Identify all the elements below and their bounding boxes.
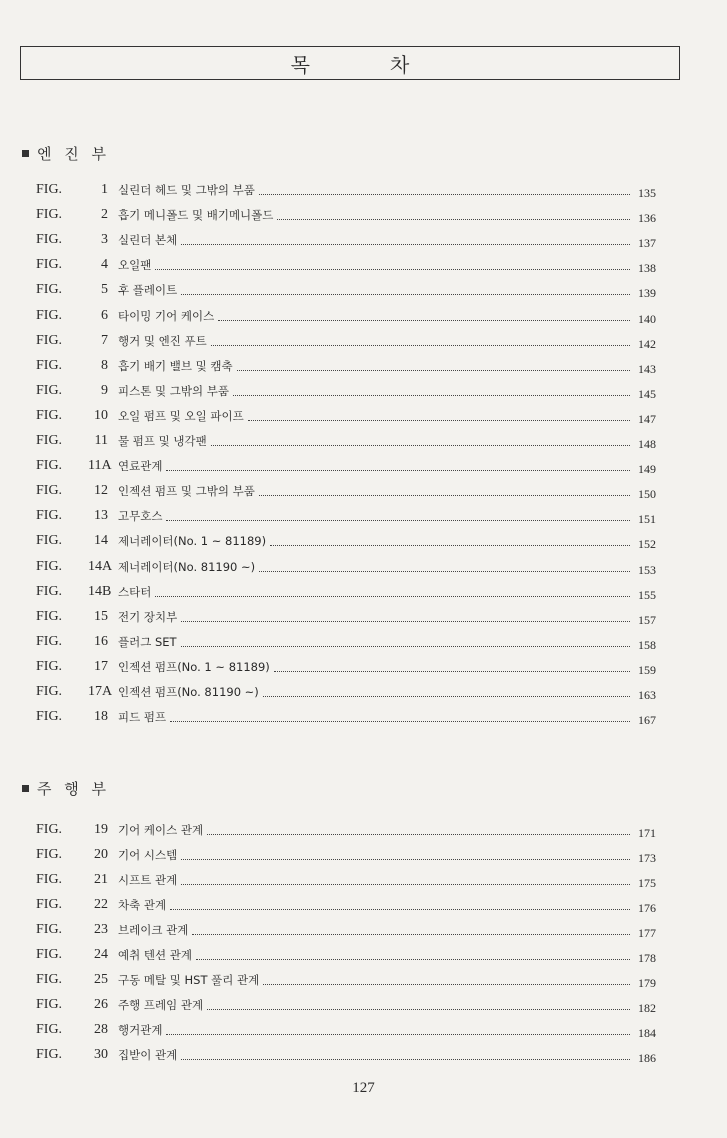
- entry-title: 인젝션 펌프(No. 1 ~ 81189): [118, 659, 270, 674]
- toc-entry: [36, 329, 656, 349]
- entry-page-number: 148: [638, 437, 656, 451]
- figure-prefix: FIG.: [36, 684, 63, 699]
- toc-entry: [36, 993, 656, 1013]
- figure-prefix: FIG.: [36, 1047, 63, 1062]
- toc-entry: [36, 228, 656, 251]
- toc-entry: [36, 868, 656, 888]
- toc-entry: [36, 454, 656, 477]
- entry-page-number: 157: [638, 612, 656, 627]
- figure-number: 17: [94, 658, 108, 674]
- toc-entry: [36, 1043, 656, 1063]
- entry-title: 타이밍 기어 케이스: [118, 308, 215, 323]
- dot-leader: [155, 596, 630, 597]
- entry-title: 실린더 본체: [118, 233, 178, 248]
- dot-leader: [166, 520, 630, 521]
- entry-title: 기어 시스템: [118, 848, 178, 862]
- figure-number: 11: [94, 433, 108, 448]
- figure-number: 20: [94, 847, 108, 862]
- figure-number: 5: [101, 282, 108, 298]
- figure-number: 8: [101, 357, 108, 373]
- entry-page-number: 150: [638, 487, 656, 502]
- dot-leader: [259, 194, 630, 195]
- entry-title: 흡기 배기 밸브 및 캠축: [118, 358, 233, 373]
- figure-prefix: FIG.: [36, 533, 63, 549]
- figure-number: 14: [94, 533, 108, 549]
- figure-prefix: FIG.: [36, 458, 63, 474]
- entry-title: 물 펌프 및 냉각팬: [118, 434, 207, 448]
- dot-leader: [263, 984, 630, 985]
- dot-leader: [277, 219, 630, 220]
- entry-title: 인젝션 펌프(No. 81190 ~): [118, 685, 259, 699]
- entry-page-number: 138: [638, 261, 656, 276]
- figure-number: 28: [94, 1022, 108, 1037]
- entry-page-number: 159: [638, 662, 656, 677]
- figure-prefix: FIG.: [36, 508, 63, 524]
- figure-prefix: FIG.: [36, 897, 63, 912]
- entry-title: 플러그 SET: [118, 634, 177, 649]
- dot-leader: [181, 859, 630, 860]
- figure-prefix: FIG.: [36, 658, 63, 674]
- dot-leader: [274, 671, 630, 672]
- figure-number: 19: [94, 822, 108, 837]
- toc-entry: [36, 705, 656, 728]
- entry-page-number: 173: [638, 851, 656, 865]
- toc-title-char: 목: [290, 52, 310, 77]
- figure-number: 1: [101, 182, 108, 197]
- toc-entry: [36, 479, 656, 502]
- entry-page-number: 142: [638, 336, 656, 351]
- figure-number: 24: [94, 947, 108, 962]
- entry-page-number: 171: [638, 826, 656, 840]
- dot-leader: [181, 646, 630, 647]
- dot-leader: [155, 269, 630, 270]
- entry-page-number: 176: [638, 901, 656, 915]
- entry-page-number: 153: [638, 562, 656, 577]
- figure-number: 16: [94, 633, 108, 649]
- dot-leader: [181, 1059, 630, 1060]
- figure-prefix: FIG.: [36, 583, 63, 599]
- dot-leader: [218, 320, 630, 321]
- dot-leader: [263, 696, 630, 697]
- figure-prefix: FIG.: [36, 972, 63, 987]
- toc-entry: [36, 918, 656, 938]
- entry-title: 구동 메탈 및 HST 풀리 관계: [118, 973, 260, 987]
- entry-page-number: 143: [638, 361, 656, 376]
- toc-entry: [36, 555, 656, 575]
- figure-prefix: FIG.: [36, 633, 63, 649]
- entry-title: 행거관계: [118, 1023, 163, 1037]
- figure-number: 13: [94, 508, 108, 524]
- figure-prefix: FIG.: [36, 997, 63, 1012]
- entry-title: 후 플레이트: [118, 283, 178, 298]
- figure-number: 30: [94, 1047, 108, 1062]
- toc-entry: [36, 278, 656, 301]
- toc-entry: [36, 843, 656, 863]
- toc-title-box: [20, 46, 680, 80]
- toc-entry: [36, 253, 656, 276]
- toc-entry: [36, 203, 656, 226]
- toc-entry: [36, 655, 656, 675]
- dot-leader: [181, 884, 630, 885]
- entry-title: 행거 및 엔진 푸트: [118, 333, 207, 348]
- toc-title-char: 차: [390, 52, 410, 77]
- figure-number: 7: [101, 332, 108, 348]
- figure-number: 25: [94, 972, 108, 987]
- entry-title: 주행 프레임 관계: [118, 998, 204, 1012]
- toc-entry: [36, 178, 656, 198]
- figure-prefix: FIG.: [36, 1022, 63, 1037]
- figure-prefix: FIG.: [36, 332, 63, 348]
- entry-title: 연료관계: [118, 459, 163, 474]
- figure-prefix: FIG.: [36, 558, 63, 574]
- toc-entry: [36, 529, 656, 552]
- figure-number: 17A: [88, 684, 113, 699]
- figure-number: 2: [101, 207, 108, 223]
- square-bullet-icon: [22, 785, 29, 792]
- entry-page-number: 135: [638, 186, 656, 200]
- entry-page-number: 179: [638, 976, 656, 990]
- toc-entry: [36, 943, 656, 963]
- toc-entry: [36, 893, 656, 913]
- dot-leader: [211, 445, 630, 446]
- entry-page-number: 151: [638, 512, 656, 527]
- dot-leader: [170, 909, 630, 910]
- entry-title: 브레이크 관계: [118, 923, 189, 937]
- dot-leader: [207, 1009, 630, 1010]
- entry-title: 인젝션 펌프 및 그밖의 부품: [118, 484, 255, 499]
- entry-title: 오일 펌프 및 오일 파이프: [118, 408, 244, 423]
- dot-leader: [259, 495, 630, 496]
- entry-page-number: 155: [638, 587, 656, 602]
- figure-number: 4: [101, 257, 108, 273]
- figure-number: 12: [94, 483, 108, 499]
- entry-page-number: 178: [638, 951, 656, 965]
- entry-page-number: 175: [638, 876, 656, 890]
- dot-leader: [211, 345, 630, 346]
- section-heading-engine: [22, 143, 110, 164]
- entry-title: 고무호스: [118, 509, 163, 524]
- entry-page-number: 182: [638, 1001, 656, 1015]
- entry-page-number: 140: [638, 311, 656, 326]
- entry-page-number: 186: [638, 1051, 656, 1065]
- square-bullet-icon: [22, 150, 29, 157]
- figure-prefix: FIG.: [36, 872, 63, 887]
- section-heading-drive: [22, 778, 110, 799]
- entry-page-number: 167: [638, 713, 656, 728]
- toc-entry: [36, 630, 656, 650]
- toc-entry: [36, 304, 656, 324]
- figure-prefix: FIG.: [36, 382, 63, 398]
- figure-prefix: FIG.: [36, 407, 63, 423]
- toc-entry: [36, 404, 656, 424]
- entry-title: 실린더 헤드 및 그밖의 부품: [118, 183, 255, 197]
- figure-number: 14A: [88, 558, 113, 574]
- figure-number: 11A: [88, 458, 112, 474]
- figure-prefix: FIG.: [36, 922, 63, 937]
- section-label: 주 행 부: [37, 780, 111, 798]
- entry-page-number: 137: [638, 236, 656, 251]
- entry-title: 시프트 관계: [118, 873, 178, 887]
- entry-title: 전기 장치부: [118, 609, 178, 624]
- figure-number: 15: [94, 608, 108, 624]
- dot-leader: [248, 420, 630, 421]
- toc-entry: [36, 429, 656, 449]
- section-label: 엔 진 부: [37, 145, 111, 163]
- entry-title: 스타터: [118, 584, 152, 599]
- dot-leader: [181, 294, 630, 295]
- figure-prefix: FIG.: [36, 357, 63, 373]
- dot-leader: [170, 721, 630, 722]
- entry-title: 제너레이터(No. 81190 ~): [118, 559, 256, 574]
- figure-prefix: FIG.: [36, 307, 63, 323]
- figure-number: 22: [94, 897, 108, 912]
- entry-page-number: 177: [638, 926, 656, 940]
- entry-page-number: 136: [638, 211, 656, 226]
- figure-prefix: FIG.: [36, 483, 63, 499]
- entry-title: 제너레이터(No. 1 ~ 81189): [118, 534, 267, 549]
- figure-number: 23: [94, 922, 108, 937]
- figure-number: 26: [94, 997, 108, 1012]
- dot-leader: [237, 370, 630, 371]
- dot-leader: [166, 1034, 630, 1035]
- figure-prefix: FIG.: [36, 207, 63, 223]
- entry-page-number: 147: [638, 411, 656, 426]
- toc-entry: [36, 605, 656, 625]
- figure-number: 3: [101, 232, 108, 248]
- dot-leader: [166, 470, 630, 471]
- toc-entry: [36, 354, 656, 374]
- figure-number: 10: [94, 407, 108, 423]
- entry-page-number: 149: [638, 462, 656, 477]
- entry-page-number: 152: [638, 537, 656, 552]
- dot-leader: [270, 545, 630, 546]
- entry-page-number: 158: [638, 637, 656, 652]
- figure-prefix: FIG.: [36, 947, 63, 962]
- entry-title: 예취 텐션 관계: [118, 948, 192, 962]
- entry-page-number: 139: [638, 286, 656, 301]
- toc-entry: [36, 580, 656, 600]
- figure-number: 14B: [88, 583, 112, 599]
- entry-title: 오일팬: [118, 258, 152, 273]
- figure-number: 9: [101, 382, 108, 398]
- toc-entry: [36, 818, 656, 838]
- figure-number: 21: [94, 872, 108, 887]
- entry-page-number: 163: [638, 688, 656, 702]
- entry-title: 피스톤 및 그밖의 부품: [118, 383, 229, 398]
- toc-entry: [36, 680, 656, 700]
- figure-prefix: FIG.: [36, 608, 63, 624]
- entry-title: 차축 관계: [118, 898, 167, 912]
- figure-prefix: FIG.: [36, 822, 63, 837]
- dot-leader: [233, 395, 630, 396]
- toc-entry: [36, 379, 656, 399]
- toc-entry: [36, 504, 656, 527]
- page-number: 127: [352, 1080, 375, 1096]
- toc-entry: [36, 968, 656, 988]
- dot-leader: [207, 834, 630, 835]
- dot-leader: [181, 621, 630, 622]
- figure-prefix: FIG.: [36, 709, 63, 725]
- figure-prefix: FIG.: [36, 257, 63, 273]
- figure-prefix: FIG.: [36, 182, 63, 197]
- dot-leader: [259, 571, 630, 572]
- figure-prefix: FIG.: [36, 433, 63, 448]
- entry-title: 집받이 관계: [118, 1048, 178, 1062]
- entry-title: 흡기 메니폴드 및 배기메니폴드: [118, 208, 274, 223]
- dot-leader: [181, 244, 630, 245]
- entry-title: 기어 케이스 관계: [118, 823, 204, 837]
- figure-prefix: FIG.: [36, 232, 63, 248]
- figure-prefix: FIG.: [36, 847, 63, 862]
- entry-page-number: 145: [638, 386, 656, 401]
- figure-prefix: FIG.: [36, 282, 63, 298]
- entry-title: 피드 펌프: [118, 710, 167, 725]
- entry-page-number: 184: [638, 1026, 656, 1040]
- dot-leader: [196, 959, 630, 960]
- figure-number: 6: [101, 307, 108, 323]
- dot-leader: [192, 934, 630, 935]
- figure-number: 18: [94, 709, 108, 725]
- toc-entry: [36, 1018, 656, 1038]
